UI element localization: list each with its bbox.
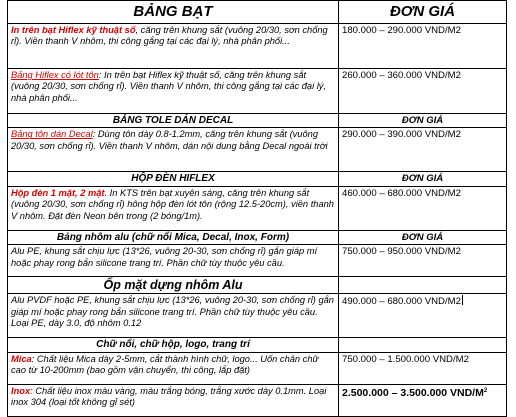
row-name: Bảng tôn dán Decal (11, 129, 93, 140)
row-price: 290.000 – 390.000 VND/M2 (339, 128, 507, 172)
table-row (8, 24, 507, 69)
section-header-row (8, 230, 507, 244)
row-name: Hộp đèn 1 mặt, 2 mặt (11, 187, 105, 198)
section-header-row (8, 277, 507, 294)
row-price-cell (339, 384, 507, 416)
row-desc: : In trên bạt Hiflex kỹ thuật số, căng trên khung sắt (vuông 20/30, sơn chống rỉ). Viền thanh V nhôm, thi công gắng tại các đại lý, nhà phân phối... (11, 70, 327, 103)
table-row (8, 294, 507, 338)
row-price: 260.000 – 360.000 VND/M2 (339, 69, 507, 114)
table-row (8, 186, 507, 230)
section-unit: ĐƠN GIÁ (339, 230, 507, 244)
row-price: 180.000 – 290.000 VND/M2 (339, 24, 507, 69)
row-description (8, 186, 339, 230)
table-row (8, 384, 507, 416)
section-title: Bảng nhôm alu (chữ nổi Mica, Decal, Inox, Form) (8, 230, 339, 244)
table-header-row (8, 1, 507, 24)
row-name: In trên bạt Hiflex kỹ thuật số (11, 25, 136, 35)
section-header-row (8, 172, 507, 186)
row-description: Alu PVDF hoặc PE, khung sắt chịu lực (13*26, vuông 20-30, sơn chống rỉ) gắn giáp mí hoặc phay rong bắn silicone trang trí. Phần chữ tùy thuộc yêu cầu. Loại PE, dày 3.0, độ nhôm 0.12 (8, 294, 339, 338)
row-price: 750.000 – 1.500.000 VND/M2 (339, 352, 507, 384)
price-table (7, 0, 507, 417)
row-price: 2.500.000 – 3.500.000 VND/M (342, 386, 484, 399)
row-description: Alu PE, khung sắt chịu lực (13*26, vuông 20-30, sơn chống rỉ) gắn giáp mí hoặc phay rong bắn silicone trang trí. Phần chữ tùy thuộc yêu cầu. (8, 245, 339, 277)
row-price: 460.000 – 680.000 VND/M2 (339, 186, 507, 230)
row-description (8, 128, 339, 172)
section-header-row (8, 338, 507, 352)
table-row (8, 69, 507, 114)
section-unit: ĐƠN GIÁ (339, 172, 507, 186)
section-unit-empty (339, 338, 507, 352)
row-price-cell (339, 294, 507, 338)
table-row (8, 128, 507, 172)
row-description (8, 69, 339, 114)
row-name: Mica (11, 353, 32, 364)
row-name: Bảng Hiflex có lót tôn (11, 70, 99, 80)
row-description (8, 384, 339, 416)
section-unit: ĐƠN GIÁ (339, 114, 507, 128)
section-title: BẢNG TOLE DÁN DECAL (8, 114, 339, 128)
section-title: Chữ nổi, chữ hộp, logo, trang trí (8, 338, 339, 352)
row-desc: : Dùng tôn dày 0.8-1.2mm, căng trên khung sắt (vuông 20/30, sơn chống rỉ). Viền thanh V nhôm, dán nội dung bằng Decal ngoài trời (11, 129, 328, 151)
text-cursor-icon (462, 295, 463, 305)
row-description (8, 352, 339, 384)
section-title: Ốp mặt dựng nhôm Alu (8, 277, 339, 294)
row-price: 490.000 – 680.000 VND/M2 (342, 296, 461, 308)
table-row (8, 245, 507, 277)
header-title: BẢNG BẠT (8, 1, 339, 24)
row-desc: , căng trên khung sắt (vuông 20/30, sơn chống rỉ). Viền thanh V nhôm, thi công gắng tại các đại lý, nhà phân phối... (11, 25, 328, 47)
section-header-row (8, 114, 507, 128)
section-unit-empty (339, 277, 507, 294)
row-price: 750.000 – 950.000 VND/M2 (339, 245, 507, 277)
table-row (8, 352, 507, 384)
row-desc: : Chất liệu Mica dày 2-5mm, cắt thành hình chữ, logo... Uốn chân chữ cao từ 10-200mm (bao gồm vận chuyển, thi công, lắp đặt) (11, 353, 319, 376)
row-name: Inox (11, 385, 31, 396)
header-price: ĐƠN GIÁ (339, 1, 507, 24)
row-description (8, 24, 339, 69)
row-desc: : Chất liệu inox màu vàng, màu trắng bóng, trắng xước dày 0.1mm. Loại inox 304 (loại tốt không gỉ sét) (11, 385, 327, 408)
section-title: HỘP ĐÈN HIFLEX (8, 172, 339, 186)
row-price-superscript: 2 (483, 387, 488, 394)
row-desc: . In KTS trên bạt xuyên sáng, căng trên khung sắt (vuông 20/30, sơn chống rỉ) hông hộp đèn lót tôn (rộng 12.5-20cm), viền thanh V nhôm. Đặt đèn Neon bên trong (2 bóng/1m). (11, 187, 334, 221)
